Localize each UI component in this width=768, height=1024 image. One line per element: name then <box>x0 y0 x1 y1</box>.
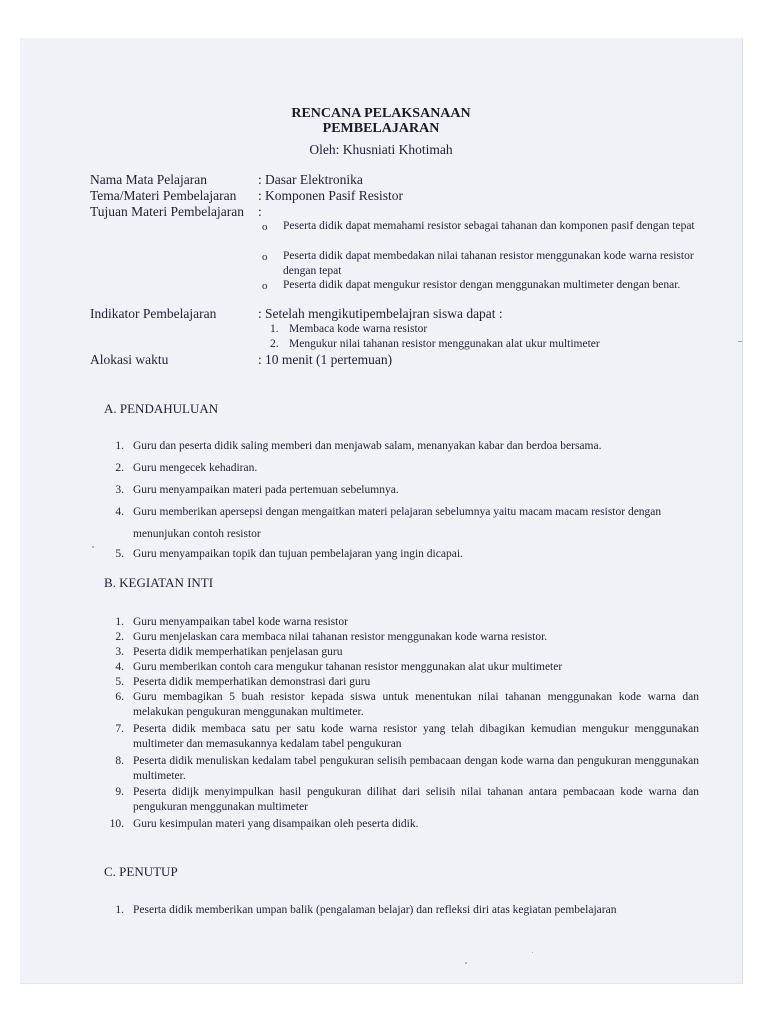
kegiatan-item-5: Peserta didik memperhatikan demonstrasi dari guru <box>133 676 371 688</box>
kegiatan-item-9: Peserta didijk menyimpulkan hasil pengukuran dilihat dari selisih nilai tahanan antara pembacaan kode warna dan pengukuran menggunakan multimeter <box>133 786 699 813</box>
section-heading-kegiatan-inti: B. KEGIATAN INTI <box>104 575 214 590</box>
info-colon: : <box>258 188 262 203</box>
indikator-number: 2. <box>270 338 279 350</box>
section-heading-pendahuluan: A. PENDAHULUAN <box>104 401 219 416</box>
info-value-mata-pelajaran: Dasar Elektronika <box>265 172 363 187</box>
paper-sheet <box>20 38 743 984</box>
info-value-tema: Komponen Pasif Resistor <box>265 188 403 203</box>
list-number: 1. <box>115 904 124 916</box>
indikator-number: 1. <box>270 323 279 335</box>
list-number: 10. <box>109 818 124 830</box>
section-heading-penutup: C. PENUTUP <box>104 864 178 879</box>
info-label-alokasi: Alokasi waktu <box>90 352 169 367</box>
tujuan-item-2: Peserta didik dapat membedakan nilai tahanan resistor menggunakan kode warna resistor dengan tepat <box>283 250 694 277</box>
bullet-marker: o <box>262 280 268 292</box>
info-label-indikator: Indikator Pembelajaran <box>90 306 217 321</box>
bullet-marker: o <box>262 251 268 263</box>
kegiatan-item-1: Guru menyampaikan tabel kode warna resistor <box>133 616 348 628</box>
info-colon: : <box>258 306 262 321</box>
info-colon: : <box>258 172 262 187</box>
penutup-item-1: Peserta didik memberikan umpan balik (pengalaman belajar) dan refleksi diri atas kegiatan pembelajaran <box>133 904 617 916</box>
document-title-line-1: RENCANA PELAKSANAAN <box>291 106 471 121</box>
author-byline: Oleh: Khusniati Khotimah <box>309 142 453 157</box>
kegiatan-item-6: Guru membagikan 5 buah resistor kepada siswa untuk menentukan nilai tahanan menggunakan kode warna dan melakukan pengukuran menggunakan multimeter. <box>133 691 699 718</box>
list-number: 7. <box>115 723 124 735</box>
scan-speck <box>532 952 533 953</box>
document-content <box>20 38 742 983</box>
list-number: 3. <box>115 484 124 496</box>
info-value-alokasi: 10 menit (1 pertemuan) <box>265 352 393 367</box>
pendahuluan-item-2: Guru mengecek kehadiran. <box>133 462 258 474</box>
kegiatan-item-4: Guru memberikan contoh cara mengukur tahanan resistor menggunakan alat ukur multimeter <box>133 661 563 673</box>
indikator-item-2: Mengukur nilai tahanan resistor menggunakan alat ukur multimeter <box>289 338 600 350</box>
indikator-item-1: Membaca kode warna resistor <box>289 323 428 335</box>
list-number: 8. <box>115 755 124 767</box>
list-number: 3. <box>115 646 124 658</box>
scan-speck <box>465 962 467 964</box>
list-number: 2. <box>115 631 124 643</box>
kegiatan-item-3: Peserta didik memperhatikan penjelasan guru <box>133 646 343 658</box>
info-colon: : <box>258 204 262 219</box>
info-label-mata-pelajaran: Nama Mata Pelajaran <box>90 172 207 187</box>
pendahuluan-item-3: Guru menyampaikan materi pada pertemuan sebelumnya. <box>133 484 399 496</box>
tujuan-item-1: Peserta didik dapat memahami resistor sebagai tahanan dan komponen pasif dengan tepat <box>283 220 695 232</box>
list-number: 6. <box>115 691 124 703</box>
pendahuluan-item-5: Guru menyampaikan topik dan tujuan pembelajaran yang ingin dicapai. <box>133 548 463 560</box>
scan-speck <box>92 546 94 548</box>
list-number: 1. <box>115 616 124 628</box>
list-number: 4. <box>115 661 124 673</box>
info-label-tujuan: Tujuan Materi Pembelajaran <box>90 204 244 219</box>
info-label-tema: Tema/Materi Pembelajaran <box>90 188 237 203</box>
list-number: 2. <box>115 462 124 474</box>
list-number: 1. <box>115 440 124 452</box>
kegiatan-item-8: Peserta didik menuliskan kedalam tabel pengukuran selisih pembacaan dengan kode warna dan pengukuran menggunakan multimeter. <box>133 755 699 782</box>
list-number: 5. <box>115 548 124 560</box>
tujuan-item-3: Peserta didik dapat mengukur resistor dengan menggunakan multimeter dengan benar. <box>283 279 681 291</box>
bullet-marker: o <box>262 221 268 233</box>
info-colon: : <box>258 352 262 367</box>
pendahuluan-item-1: Guru dan peserta didik saling memberi dan menjawab salam, menanyakan kabar dan berdoa bersama. <box>133 440 602 452</box>
kegiatan-item-7: Peserta didik membaca satu per satu kode warna resistor yang telah dibagikan kemudian mengukur menggunakan multimeter dan memasukannya kedalam tabel pengukuran <box>133 723 699 750</box>
kegiatan-item-10: Guru kesimpulan materi yang disampaikan oleh peserta didik. <box>133 818 419 830</box>
list-number: 4. <box>115 506 124 518</box>
indikator-intro: Setelah mengikutipembelajran siswa dapat : <box>265 306 503 321</box>
pendahuluan-item-4: Guru memberikan apersepsi dengan mengaitkan materi pelajaran sebelumnya yaitu macam macam resistor dengan menunjukan contoh resistor <box>133 506 662 540</box>
document-title-line-2: PEMBELAJARAN <box>322 121 440 136</box>
kegiatan-item-2: Guru menjelaskan cara membaca nilai tahanan resistor menggunakan kode warna resistor. <box>133 631 548 643</box>
list-number: 5. <box>115 676 124 688</box>
scan-speck <box>738 341 742 342</box>
list-number: 9. <box>115 786 124 798</box>
